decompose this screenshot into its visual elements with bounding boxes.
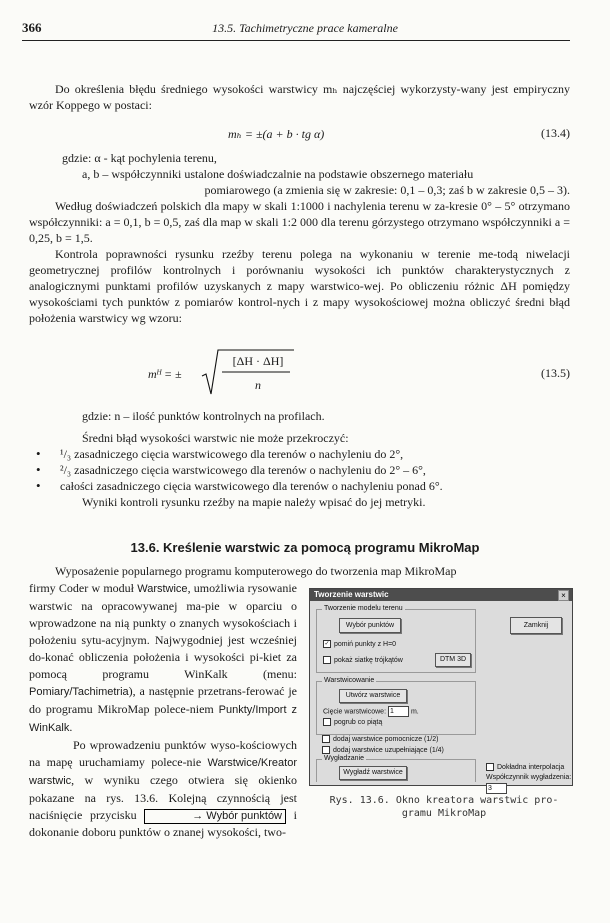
paragraph-6 xyxy=(29,737,297,841)
page-number: 366 xyxy=(22,20,42,35)
paragraph-5: Wyniki kontroli rysunku rzeźby na mapie należy wpisać do jej metryki. xyxy=(82,495,426,509)
group-contouring xyxy=(316,677,476,735)
interval-label: Cięcie warstwicowe: xyxy=(323,708,387,716)
equation-13-5-denominator: n xyxy=(255,378,261,392)
bullet-text: całości zasadniczego cięcia warstwicowego dla terenów o nachyleniu ponad 6°. xyxy=(60,479,443,493)
where-line-1: gdzie: α - kąt pochylenia terenu, xyxy=(62,151,217,165)
interval-input[interactable]: 1 xyxy=(388,706,409,717)
figure-caption: Rys. 13.6. Okno kreatora warstwic pro-gramu MikroMap xyxy=(329,795,559,819)
group-terrain-model xyxy=(316,605,476,673)
left-column-text xyxy=(29,580,297,841)
group-label: Warstwicowanie xyxy=(324,677,375,684)
command-name: Punkty/Import z WinKalk xyxy=(29,704,298,734)
checkbox-label: pogrub co piątą xyxy=(334,719,383,726)
smoothing-factor-row xyxy=(486,773,572,794)
smoothing-input[interactable]: 3 xyxy=(486,783,507,794)
checkbox-label: pokaż siatkę trójkątów xyxy=(334,657,403,664)
checkbox-bold-fifth[interactable] xyxy=(323,718,382,728)
checkbox-label: Dokładna interpolacja xyxy=(497,764,565,771)
checkbox-skip-zero[interactable] xyxy=(323,640,396,650)
bullet-icon: • xyxy=(36,446,41,461)
text-run: firmy Coder w moduł xyxy=(29,581,134,595)
checkbox-show-mesh[interactable] xyxy=(323,656,403,666)
menu-path: Pomiary/Tachimetria xyxy=(29,686,129,698)
create-contours-button[interactable]: Utwórz warstwice xyxy=(339,689,407,703)
group-label: Tworzenie modelu terenu xyxy=(324,605,403,612)
equation-number-13-5: (13.5) xyxy=(541,366,570,380)
checkbox-icon xyxy=(322,746,330,754)
checkbox-label: dodaj warstwice pomocnicze (1/2) xyxy=(333,736,439,743)
equation-13-5-lhs: mᴴ = ± xyxy=(148,367,182,381)
bullet-item-1 xyxy=(36,446,404,462)
bullet-text: ²/₃ zasadniczego cięcia warstwicowego dla terenów o nachyleniu do 2° – 6°, xyxy=(60,463,426,477)
checkbox-icon xyxy=(323,718,331,726)
equation-13-5-numerator: [ΔH · ΔH] xyxy=(232,354,284,368)
group-smoothing xyxy=(316,755,476,782)
text-run: ), a następnie przetrans-ferować je do programu MikroMap polece-niem xyxy=(29,684,297,716)
section-heading: 13.6. Kreślenie warstwic za pomocą programu MikroMap xyxy=(130,540,480,555)
text-run: , umożliwia rysowanie warstwic na opracowywanej ma-pie w oparciu o wprowadzone na nią punkty o znanych wysokościach i położeniu sytu-acyjnym. Najwygodniej jest wcześniej do-konać obliczenia położenia i wysokości pi-kiet za pomocą programu WinKalk (menu: xyxy=(29,581,297,681)
checkbox-checked-icon: ✓ xyxy=(324,641,330,648)
bullet-icon: • xyxy=(36,462,41,477)
close-icon[interactable]: × xyxy=(558,590,569,601)
section-first-line: Wyposażenie popularnego programu komputerowego do tworzenia map MikroMap xyxy=(55,564,457,578)
checkbox-auxiliary[interactable] xyxy=(322,735,438,745)
checkbox-icon xyxy=(322,735,330,743)
dialog-title: Tworzenie warstwic xyxy=(314,590,389,599)
interval-unit: m. xyxy=(410,708,419,716)
smoothing-label: Współczynnik wygładzenia: xyxy=(486,774,572,781)
header-rule xyxy=(22,40,570,41)
inline-button-label: → Wybór punktów xyxy=(144,809,286,824)
smooth-contours-button[interactable]: Wygładź warstwice xyxy=(339,766,407,780)
dtm-3d-button[interactable]: DTM 3D xyxy=(435,653,471,667)
close-button[interactable]: Zamknij xyxy=(510,617,562,634)
equation-number-13-4: (13.4) xyxy=(541,126,570,140)
module-name: Warstwice xyxy=(137,583,188,595)
checkbox-label: pomiń punkty z H=0 xyxy=(334,641,397,648)
bullet-text: ¹/₃ zasadniczego cięcia warstwicowego dla terenów o nachyleniu do 2°, xyxy=(60,447,404,461)
text-run: , w wyniku czego otwiera się okienko pokazane na rys. 13.6. Kolejną czynnością jest naciśnięcie przycisku xyxy=(29,773,297,822)
paragraph-3: Kontrola poprawności rysunku rzeźby terenu polega na wykonaniu w terenie me-todą niwelacji geometrycznej profilów kontrolnych i porównaniu wysokości ich punktów charakterystycznych z analogicznymi punktami profilów uzyskanych z mapy warstwico-wej. Po obliczeniu różnic ΔH pomiędzy wysokościami tych punktów z pomiarów kontrol-nych i z mapy wysokościowej można obliczyć średni błąd położenia warstwicy wg wzoru: xyxy=(29,247,570,325)
dialog-titlebar xyxy=(310,589,572,601)
text-run: Po wprowadzeniu punktów wyso-kościowych na mapę uruchamiamy polece-nie xyxy=(29,738,297,769)
bullet-icon: • xyxy=(36,478,41,493)
text-run: i dokonanie doboru punktów o znanej wysokości, two- xyxy=(29,808,297,839)
where-line-2: a, b – współczynniki ustalone doświadczalnie na podstawie obszernego materiału xyxy=(82,167,474,181)
running-header: 13.5. Tachimetryczne prace kameralne xyxy=(212,21,398,35)
paragraph-2: Według doświadczeń polskich dla mapy w skali 1:1000 i nachylenia terenu w za-kresie 0° – 5° otrzymano współczynniki: a = 0,1, b = 0,5, zaś dla map w skali 1:2 000 dla terenu górzystego otrzymano współczynniki a = 0,25, b = 1,5. xyxy=(29,199,570,245)
contour-interval-row xyxy=(323,706,419,717)
paragraph-4: Średni błąd wysokości warstwic nie może przekroczyć: xyxy=(82,431,349,445)
group-label: Wygładzanie xyxy=(324,755,365,762)
command-name: Warstwice/Kreator warstwic xyxy=(29,757,297,787)
text-run: . xyxy=(69,720,73,734)
wizard-dialog xyxy=(309,588,573,792)
select-points-button[interactable]: Wybór punktów xyxy=(339,618,401,633)
checkbox-icon xyxy=(486,763,494,771)
checkbox-exact-interpolation[interactable] xyxy=(486,763,564,773)
paragraph-1: Do określenia błędu średniego wysokości warstwicy mₕ najczęściej wykorzysty-wany jest empiryczny wzór Koppego w postaci: xyxy=(29,82,570,112)
where-line-3: pomiarowego (a zmienia się w zakresie: 0,1 – 0,3; zaś b w zakresie 0,5 – 3). xyxy=(204,183,570,197)
checkbox-label: dodaj warstwice uzupełniające (1/4) xyxy=(333,747,444,754)
where-n: gdzie: n – ilość punktów kontrolnych na profilach. xyxy=(82,409,325,423)
bullet-item-3 xyxy=(36,478,443,494)
equation-13-4: mₕ = ±(a + b · tg α) xyxy=(228,127,325,141)
checkbox-icon xyxy=(323,656,331,664)
bullet-item-2 xyxy=(36,462,426,478)
